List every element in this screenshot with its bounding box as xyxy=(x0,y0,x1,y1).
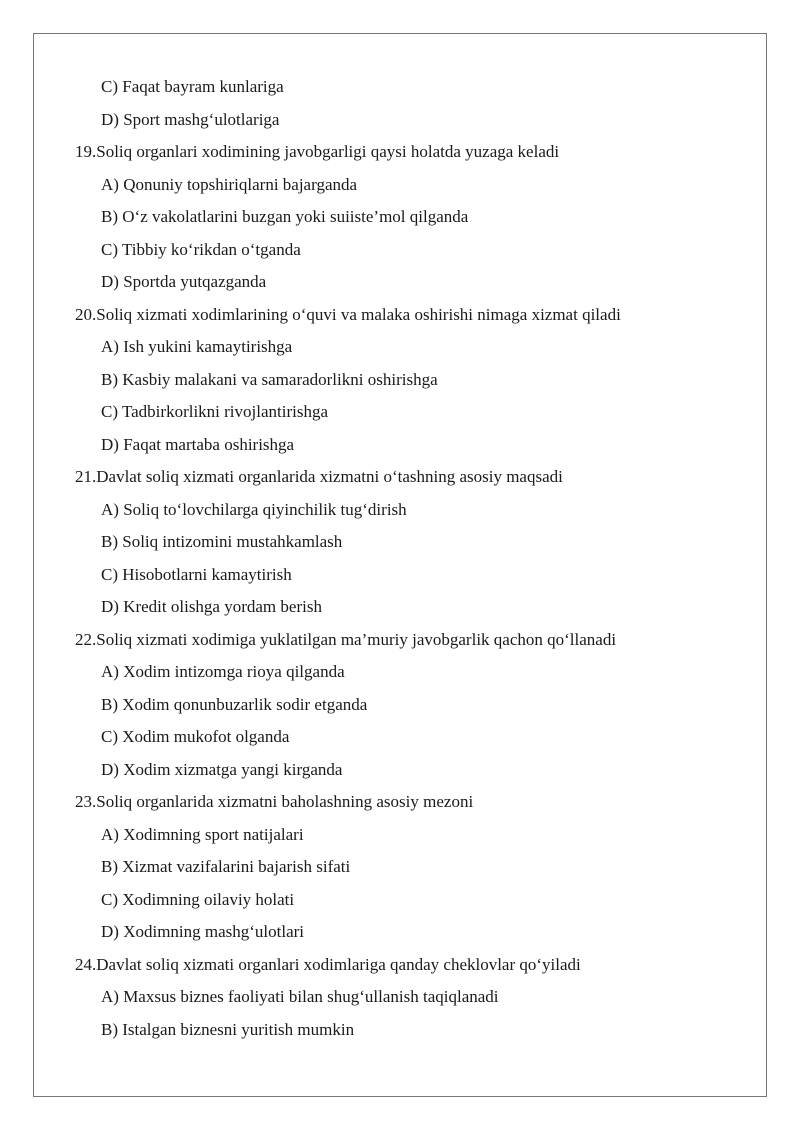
answer-option: A) Xodim intizomga rioya qilganda xyxy=(101,662,345,681)
answer-option: D) Sport mashg‘ulotlariga xyxy=(101,109,280,129)
document-body xyxy=(0,71,800,1046)
answer-option: C) Xodim mukofot olganda xyxy=(101,727,290,746)
answer-option: B) Xizmat vazifalarini bajarish sifati xyxy=(101,857,351,876)
answer-option: D) Faqat martaba oshirishga xyxy=(101,434,295,454)
question-heading: 23.Soliq organlarida xizmatni baholashning asosiy mezoni xyxy=(75,792,474,811)
question-heading: 19.Soliq organlari xodimining javobgarligi qaysi holatda yuzaga keladi xyxy=(75,142,560,161)
answer-option: A) Soliq to‘lovchilarga qiyinchilik tug‘dirish xyxy=(101,499,407,519)
answer-option: A) Maxsus biznes faoliyati bilan shug‘ullanish taqiqlanadi xyxy=(101,987,499,1006)
answer-option: A) Qonuniy topshiriqlarni bajarganda xyxy=(101,174,358,194)
answer-option: C) Hisobotlarni kamaytirish xyxy=(101,564,292,584)
answer-option: C) Tibbiy ko‘rikdan o‘tganda xyxy=(101,239,301,259)
answer-option: D) Sportda yutqazganda xyxy=(101,272,267,291)
answer-option: B) Kasbiy malakani va samaradorlikni oshirishga xyxy=(101,369,438,389)
question-heading: 21.Davlat soliq xizmati organlarida xizmatni o‘tashning asosiy maqsadi xyxy=(75,467,563,486)
answer-option: D) Xodimning mashg‘ulotlari xyxy=(101,922,305,941)
question-heading: 22.Soliq xizmati xodimiga yuklatilgan ma’muriy javobgarlik qachon qo‘llanadi xyxy=(75,629,617,649)
answer-option: A) Ish yukini kamaytirishga xyxy=(101,337,293,356)
answer-option: C) Faqat bayram kunlariga xyxy=(101,77,284,96)
answer-option: B) O‘z vakolatlarini buzgan yoki suiiste’mol qilganda xyxy=(101,207,469,226)
answer-option: A) Xodimning sport natijalari xyxy=(101,824,304,844)
question-heading: 24.Davlat soliq xizmati organlari xodimlariga qanday cheklovlar qo‘yiladi xyxy=(75,954,581,974)
answer-option: C) Tadbirkorlikni rivojlantirishga xyxy=(101,402,329,421)
answer-option: D) Kredit olishga yordam berish xyxy=(101,597,322,616)
answer-option: C) Xodimning oilaviy holati xyxy=(101,889,295,909)
answer-option: D) Xodim xizmatga yangi kirganda xyxy=(101,759,343,779)
answer-option: B) Xodim qonunbuzarlik sodir etganda xyxy=(101,694,368,714)
answer-option: B) Soliq intizomini mustahkamlash xyxy=(101,532,343,551)
question-heading: 20.Soliq xizmati xodimlarining o‘quvi va malaka oshirishi nimaga xizmat qiladi xyxy=(75,304,621,324)
answer-option: B) Istalgan biznesni yuritish mumkin xyxy=(101,1019,355,1039)
